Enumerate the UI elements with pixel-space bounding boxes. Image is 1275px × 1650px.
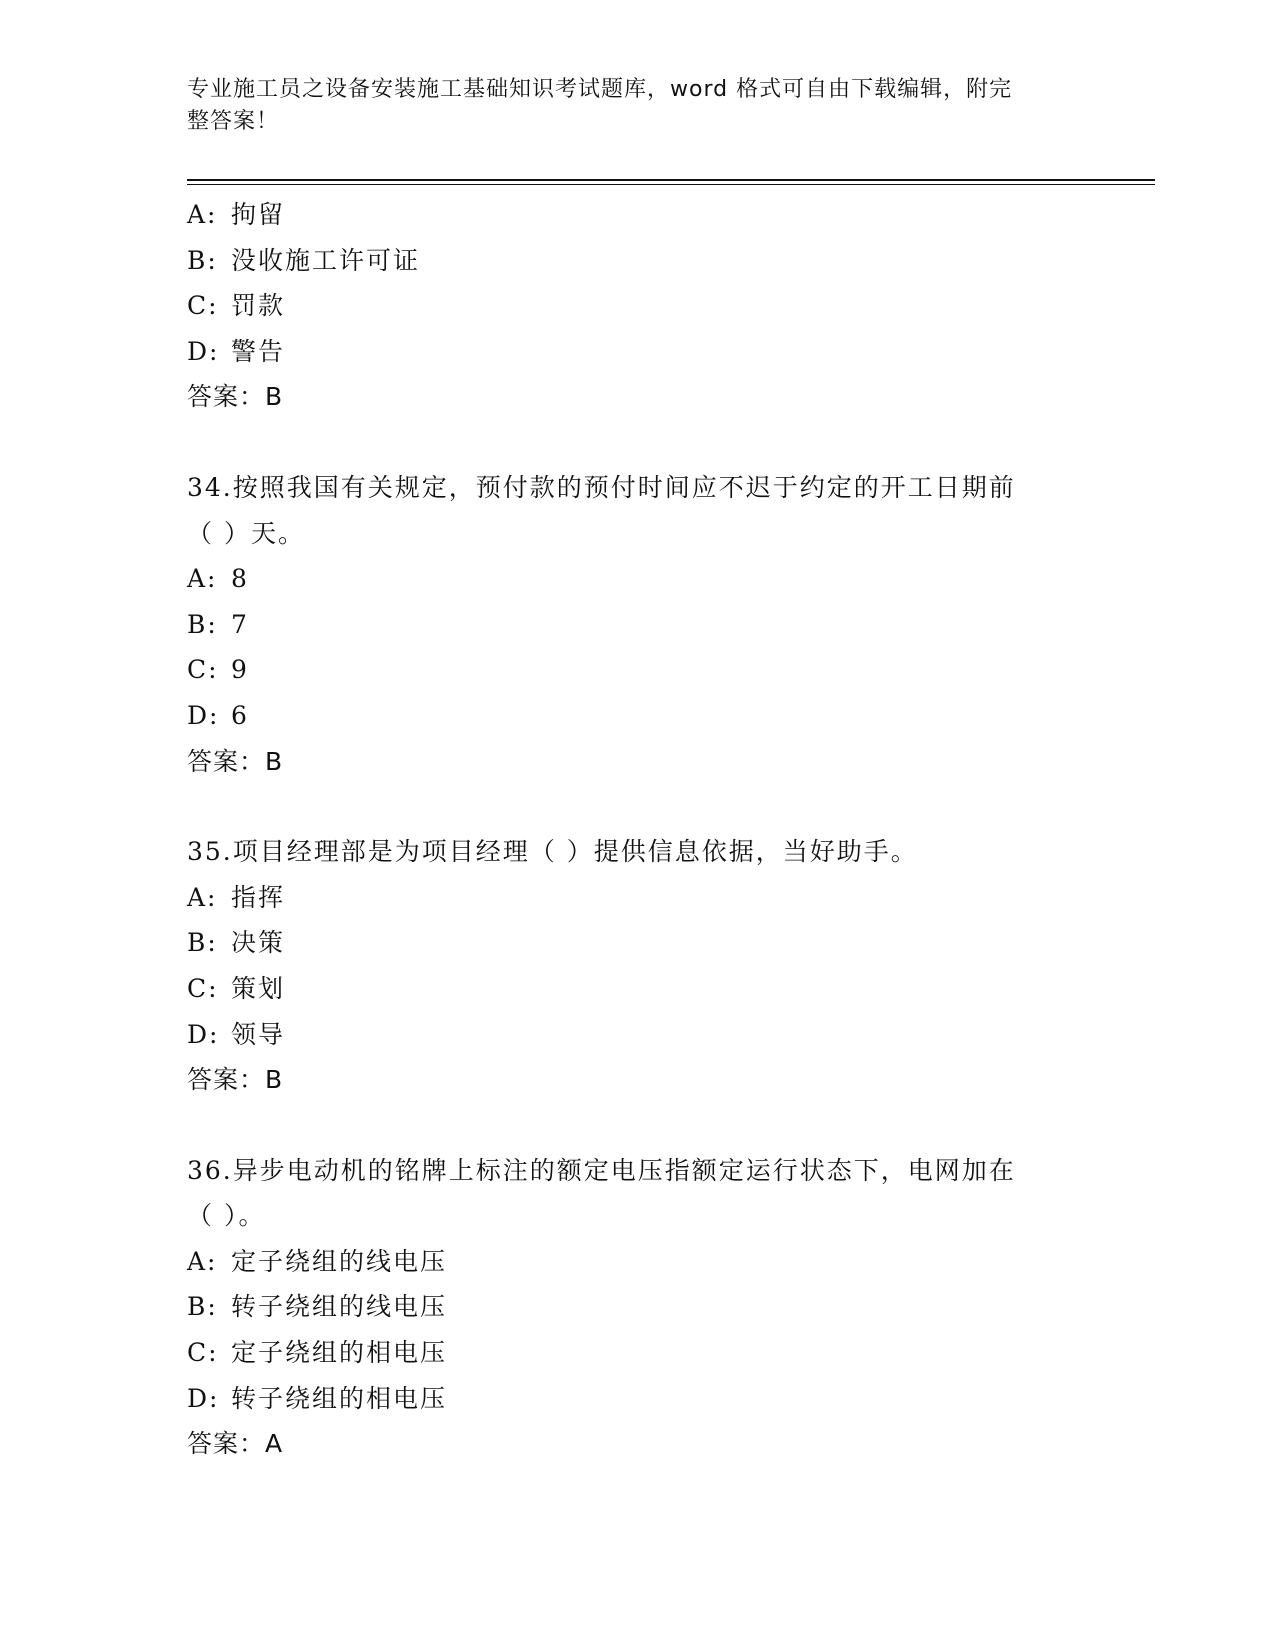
option-label: A:	[187, 200, 218, 229]
spacer	[187, 784, 1087, 829]
option-c	[187, 1330, 1087, 1376]
spacer	[187, 420, 1087, 465]
option-a	[187, 1239, 1087, 1285]
option-label: B:	[187, 245, 218, 275]
option-label: C:	[187, 655, 219, 685]
answer-line: 答案：B	[187, 382, 284, 412]
question-content	[187, 192, 1087, 1467]
option-text: 转子绕组的相电压	[231, 1383, 448, 1413]
question-stem-line1: 35.项目经理部是为项目经理（ ）提供信息依据，当好助手。	[187, 837, 918, 867]
option-label: C:	[187, 973, 219, 1003]
question-stem-line2: （ ）。	[187, 1201, 266, 1231]
option-b	[187, 1284, 1087, 1330]
option-label: B:	[187, 1292, 218, 1322]
option-label: D:	[187, 700, 220, 730]
header-rule-thick	[187, 179, 1155, 181]
option-label: D:	[187, 1383, 220, 1413]
header-title-line2: 整答案！	[187, 109, 280, 134]
option-a	[187, 875, 1087, 921]
option-text: 定子绕组的相电压	[231, 1338, 448, 1368]
answer-line: 答案：B	[187, 746, 284, 776]
option-c	[187, 966, 1087, 1012]
option-d	[187, 1376, 1087, 1422]
option-label: C:	[187, 291, 219, 321]
option-c	[187, 647, 1087, 693]
question-33	[187, 192, 1087, 420]
option-b	[187, 920, 1087, 966]
option-text: 指挥	[231, 882, 286, 912]
option-a	[187, 192, 1087, 238]
answer-line: 答案：A	[187, 1429, 284, 1459]
option-text: 没收施工许可证	[231, 245, 421, 275]
question-34	[187, 465, 1087, 784]
option-text: 7	[231, 609, 249, 639]
option-text: 6	[231, 700, 249, 730]
question-stem-line1: 34.按照我国有关规定，预付款的预付时间应不迟于约定的开工日期前	[187, 472, 1016, 502]
header-title-line1: 专业施工员之设备安装施工基础知识考试题库，word 格式可自由下载编辑，附完	[187, 77, 1013, 102]
option-b	[187, 602, 1087, 648]
option-text: 8	[231, 564, 249, 594]
option-text: 领导	[231, 1019, 286, 1049]
option-a	[187, 556, 1087, 602]
question-36	[187, 1148, 1087, 1467]
question-stem-line2: （ ）天。	[187, 518, 305, 548]
question-35	[187, 829, 1087, 1103]
option-label: A:	[187, 1246, 218, 1276]
option-text: 定子绕组的线电压	[231, 1246, 448, 1276]
option-text: 转子绕组的线电压	[231, 1292, 448, 1322]
option-label: B:	[187, 609, 218, 639]
header-rule-thin	[187, 184, 1155, 185]
option-text: 策划	[231, 973, 286, 1003]
option-text: 9	[231, 655, 249, 685]
option-d	[187, 693, 1087, 739]
question-stem-line1: 36.异步电动机的铭牌上标注的额定电压指额定运行状态下，电网加在	[187, 1155, 1016, 1185]
option-d	[187, 329, 1087, 375]
option-text: 决策	[231, 928, 286, 958]
option-label: A:	[187, 564, 218, 594]
option-b	[187, 238, 1087, 284]
option-c	[187, 283, 1087, 329]
option-label: C:	[187, 1338, 219, 1368]
option-text: 罚款	[231, 291, 286, 321]
option-label: D:	[187, 336, 220, 366]
answer-line: 答案：B	[187, 1065, 284, 1095]
document-header	[187, 74, 1087, 138]
spacer	[187, 1103, 1087, 1148]
option-d	[187, 1012, 1087, 1058]
option-label: D:	[187, 1019, 220, 1049]
option-label: B:	[187, 928, 218, 958]
option-text: 拘留	[231, 200, 286, 229]
option-label: A:	[187, 882, 218, 912]
option-text: 警告	[231, 336, 286, 366]
